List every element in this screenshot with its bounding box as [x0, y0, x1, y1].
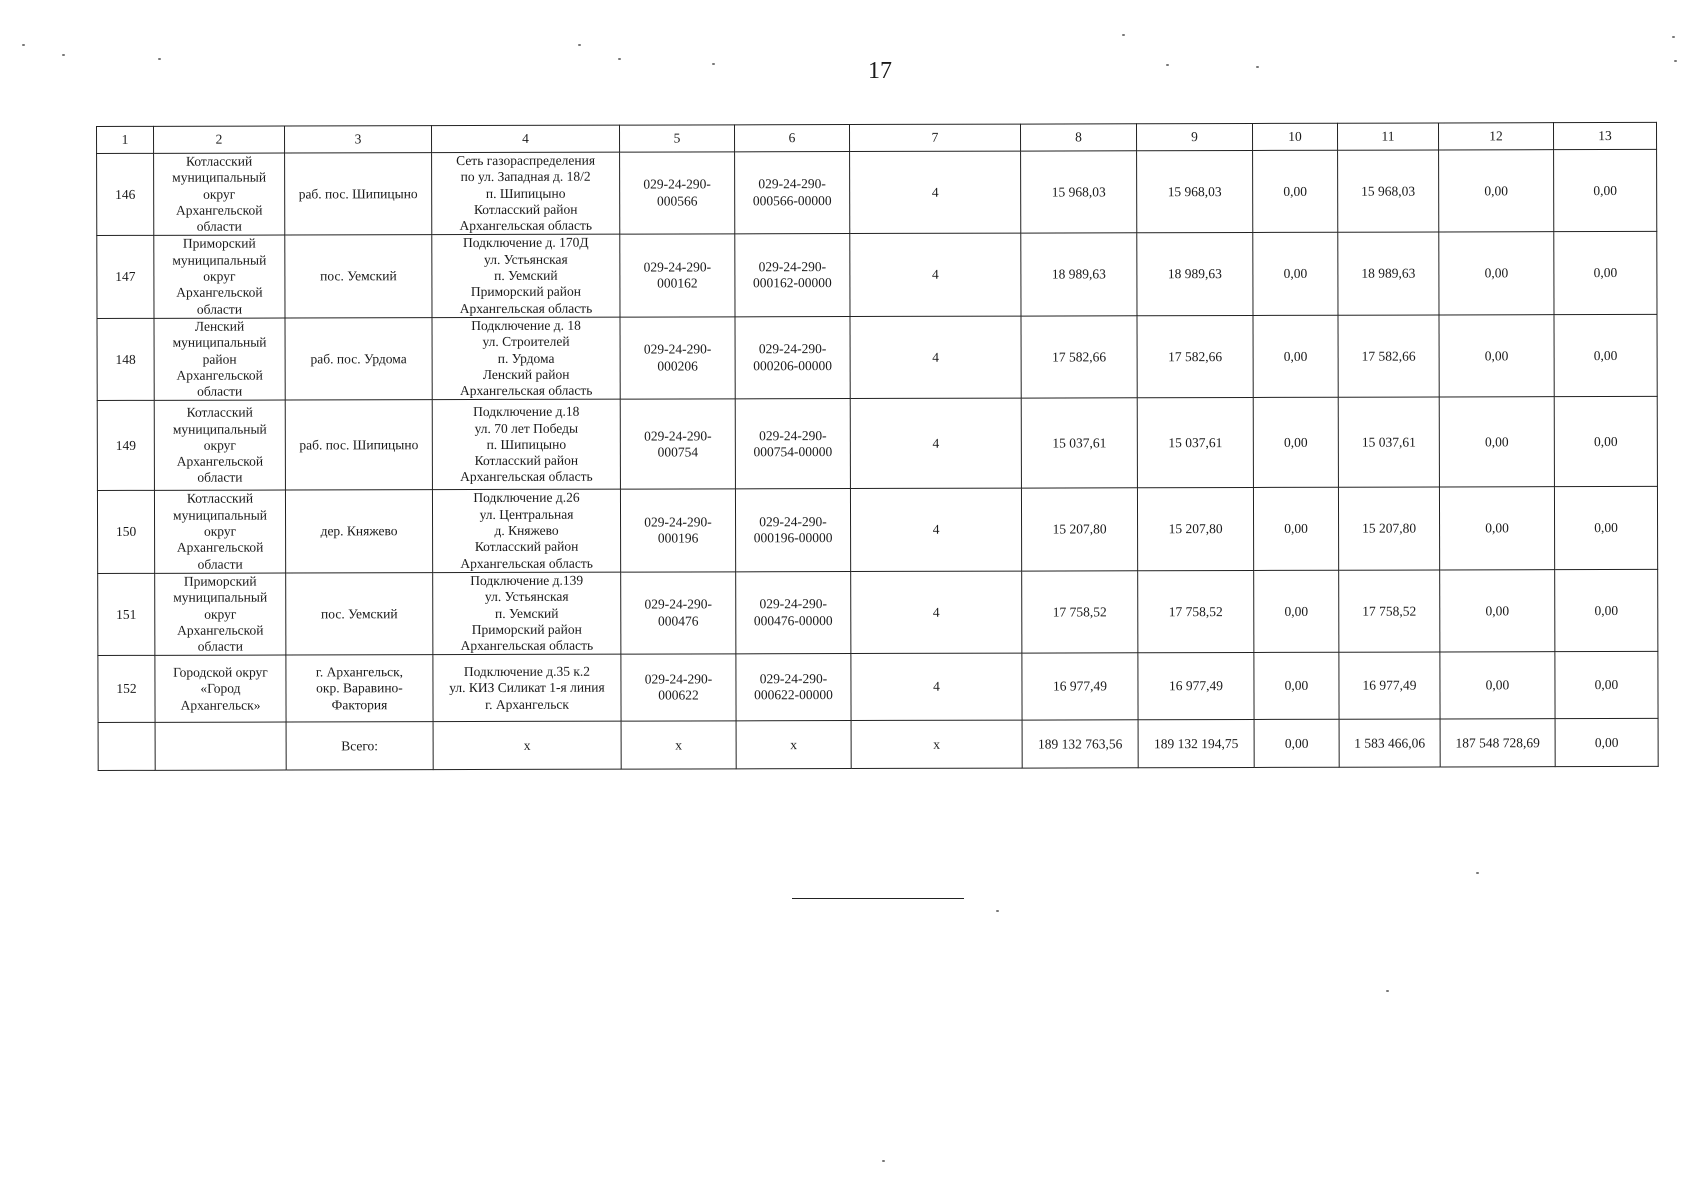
value-cell: 17 758,52 [1022, 571, 1138, 654]
value-cell: 15 207,80 [1338, 487, 1439, 570]
column-number: 10 [1252, 123, 1337, 150]
value-cell: 0,00 [1254, 653, 1339, 720]
value-cell: 17 582,66 [1137, 315, 1253, 398]
value-cell: 0,00 [1253, 315, 1338, 398]
total-empty-cell [98, 723, 155, 771]
object-cell: Подключение д.139 ул. Устьянская п. Уемский Приморский район Архангельская область [433, 572, 621, 655]
value-cell: 0,00 [1555, 569, 1658, 652]
value-cell: 0,00 [1253, 398, 1338, 488]
total-cell: 0,00 [1254, 720, 1339, 768]
total-cell: х [433, 722, 621, 770]
municipality-cell: Котласский муниципальный округ Архангельской области [154, 400, 285, 490]
object-cell: Подключение д.26 ул. Центральная д. Княжево Котласский район Архангельская область [432, 490, 620, 573]
row-number: 146 [97, 153, 154, 236]
settlement-cell: раб. пос. Шипицыно [285, 400, 432, 490]
value-cell: 16 977,49 [1138, 653, 1254, 720]
value-cell: 0,00 [1439, 315, 1554, 398]
subcode-cell: 029-24-290- 000162-00000 [735, 234, 850, 317]
total-cell: 187 548 728,69 [1440, 719, 1555, 767]
row-number: 147 [97, 236, 154, 319]
total-cell: 1 583 466,06 [1339, 719, 1440, 767]
value-cell: 0,00 [1253, 233, 1338, 316]
table-row [98, 652, 1658, 723]
value-cell: 17 758,52 [1138, 570, 1254, 653]
column-number: 1 [97, 126, 154, 153]
column-number: 4 [432, 125, 620, 152]
scan-speck [618, 58, 621, 60]
municipality-cell: Ленский муниципальный район Архангельской области [154, 318, 285, 401]
value-cell: 0,00 [1554, 487, 1657, 570]
value-cell: 18 989,63 [1021, 233, 1137, 316]
total-cell: х [621, 721, 736, 769]
municipality-cell: Приморский муниципальный округ Архангельской области [154, 235, 285, 318]
value-cell: 15 968,03 [1338, 150, 1439, 233]
value-cell: 4 [850, 234, 1021, 317]
column-number: 8 [1020, 124, 1136, 151]
value-cell: 15 207,80 [1137, 488, 1253, 571]
value-cell: 4 [850, 316, 1021, 399]
settlement-cell: раб. пос. Шипицыно [285, 153, 432, 236]
settlement-cell: пос. Уемский [286, 573, 433, 656]
value-cell: 17 582,66 [1338, 315, 1439, 398]
total-empty-cell [155, 722, 286, 770]
subcode-cell: 029-24-290- 000206-00000 [735, 316, 850, 399]
value-cell: 0,00 [1439, 232, 1554, 315]
scan-speck [1256, 66, 1259, 68]
scan-speck [882, 1160, 885, 1162]
table-row [97, 397, 1657, 491]
row-number: 148 [97, 318, 154, 401]
column-number: 3 [285, 126, 432, 153]
object-cell: Сеть газораспределения по ул. Западная д. 18/2 п. Шипицыно Котласский район Архангельская область [432, 152, 620, 235]
column-number-row [97, 122, 1657, 153]
code-cell: 029-24-290- 000206 [620, 317, 735, 400]
scan-speck [1476, 872, 1479, 874]
object-cell: Подключение д. 170Д ул. Устьянская п. Уемский Приморский район Архангельская область [432, 235, 620, 318]
municipality-cell: Городской округ «Город Архангельск» [155, 655, 286, 722]
value-cell: 0,00 [1439, 487, 1554, 570]
value-cell: 17 758,52 [1339, 570, 1440, 653]
table-row [97, 149, 1657, 236]
value-cell: 0,00 [1555, 652, 1658, 719]
code-cell: 029-24-290- 000476 [621, 572, 736, 655]
value-cell: 16 977,49 [1339, 652, 1440, 719]
scan-speck [1672, 36, 1675, 38]
subcode-cell: 029-24-290- 000754-00000 [735, 399, 850, 489]
total-label: Всего: [286, 722, 433, 770]
subcode-cell: 029-24-290- 000566-00000 [735, 152, 850, 235]
value-cell: 0,00 [1253, 150, 1338, 233]
total-cell: 0,00 [1555, 719, 1658, 767]
row-number: 152 [98, 656, 155, 723]
value-cell: 18 989,63 [1338, 232, 1439, 315]
value-cell: 0,00 [1554, 397, 1657, 487]
value-cell: 15 037,61 [1338, 397, 1439, 487]
value-cell: 15 968,03 [1021, 151, 1137, 234]
subcode-cell: 029-24-290- 000196-00000 [735, 489, 850, 572]
column-number: 9 [1136, 123, 1252, 150]
settlement-cell: дер. Княжево [285, 490, 432, 573]
page-number: 17 [868, 58, 892, 84]
value-cell: 15 037,61 [1137, 398, 1253, 488]
municipality-cell: Приморский муниципальный округ Архангельской области [155, 573, 286, 656]
value-cell: 0,00 [1440, 570, 1555, 653]
column-number: 13 [1553, 122, 1656, 149]
municipality-cell: Котласский муниципальный округ Архангельской области [154, 153, 285, 236]
value-cell: 0,00 [1554, 149, 1657, 232]
table-row [97, 487, 1657, 574]
value-cell: 15 207,80 [1021, 488, 1137, 571]
code-cell: 029-24-290- 000162 [620, 234, 735, 317]
column-number: 7 [849, 124, 1020, 151]
object-cell: Подключение д.35 к.2 ул. КИЗ Силикат 1-я линия г. Архангельск [433, 655, 621, 722]
total-cell: х [736, 721, 851, 769]
table-row [97, 232, 1657, 319]
value-cell: 4 [850, 489, 1021, 572]
row-number: 150 [97, 491, 154, 574]
municipality-cell: Котласский муниципальный округ Архангельской области [154, 490, 285, 573]
value-cell: 0,00 [1254, 570, 1339, 653]
scan-speck [1122, 34, 1125, 36]
value-cell: 16 977,49 [1022, 653, 1138, 720]
value-cell: 0,00 [1253, 488, 1338, 571]
total-cell: 189 132 763,56 [1022, 720, 1138, 768]
scan-speck [158, 58, 161, 60]
value-cell: 15 037,61 [1021, 398, 1137, 488]
scan-speck [712, 63, 715, 65]
total-cell: 189 132 194,75 [1138, 720, 1254, 768]
scan-speck [996, 910, 999, 912]
scan-speck [1386, 990, 1389, 992]
value-cell: 0,00 [1439, 150, 1554, 233]
total-row [98, 719, 1658, 771]
end-separator-line [792, 898, 964, 899]
scan-speck [1166, 64, 1169, 66]
settlement-cell: г. Архангельск, окр. Варавино- Фактория [286, 655, 433, 722]
value-cell: 15 968,03 [1137, 150, 1253, 233]
settlement-cell: раб. пос. Урдома [285, 318, 432, 401]
code-cell: 029-24-290- 000566 [620, 152, 735, 235]
row-number: 151 [98, 573, 155, 656]
value-cell: 0,00 [1439, 397, 1554, 487]
value-cell: 4 [851, 653, 1022, 720]
scan-speck [578, 44, 581, 46]
row-number: 149 [97, 401, 154, 491]
value-cell: 4 [850, 399, 1021, 489]
column-number: 11 [1337, 123, 1438, 150]
subcode-cell: 029-24-290- 000476-00000 [736, 571, 851, 654]
value-cell: 4 [851, 571, 1022, 654]
total-cell: х [851, 720, 1022, 768]
value-cell: 0,00 [1554, 314, 1657, 397]
object-cell: Подключение д. 18 ул. Строителей п. Урдома Ленский район Архангельская область [432, 317, 620, 400]
column-number: 2 [154, 126, 285, 153]
column-number: 6 [734, 125, 849, 152]
value-cell: 0,00 [1440, 652, 1555, 719]
settlement-cell: пос. Уемский [285, 235, 432, 318]
scan-speck [62, 54, 65, 56]
value-cell: 17 582,66 [1021, 316, 1137, 399]
table-row [98, 569, 1658, 656]
scan-speck [22, 44, 25, 46]
code-cell: 029-24-290- 000622 [621, 654, 736, 721]
registry-table [96, 122, 1659, 772]
scan-speck [1674, 60, 1677, 62]
object-cell: Подключение д.18 ул. 70 лет Победы п. Шипицыно Котласский район Архангельская область [432, 400, 620, 490]
code-cell: 029-24-290- 000196 [620, 489, 735, 572]
value-cell: 4 [850, 151, 1021, 234]
column-number: 12 [1438, 123, 1553, 150]
value-cell: 18 989,63 [1137, 233, 1253, 316]
column-number: 5 [619, 125, 734, 152]
registry-sheet [96, 122, 1658, 772]
subcode-cell: 029-24-290- 000622-00000 [736, 654, 851, 721]
table-row [97, 314, 1657, 401]
code-cell: 029-24-290- 000754 [620, 399, 735, 489]
value-cell: 0,00 [1554, 232, 1657, 315]
